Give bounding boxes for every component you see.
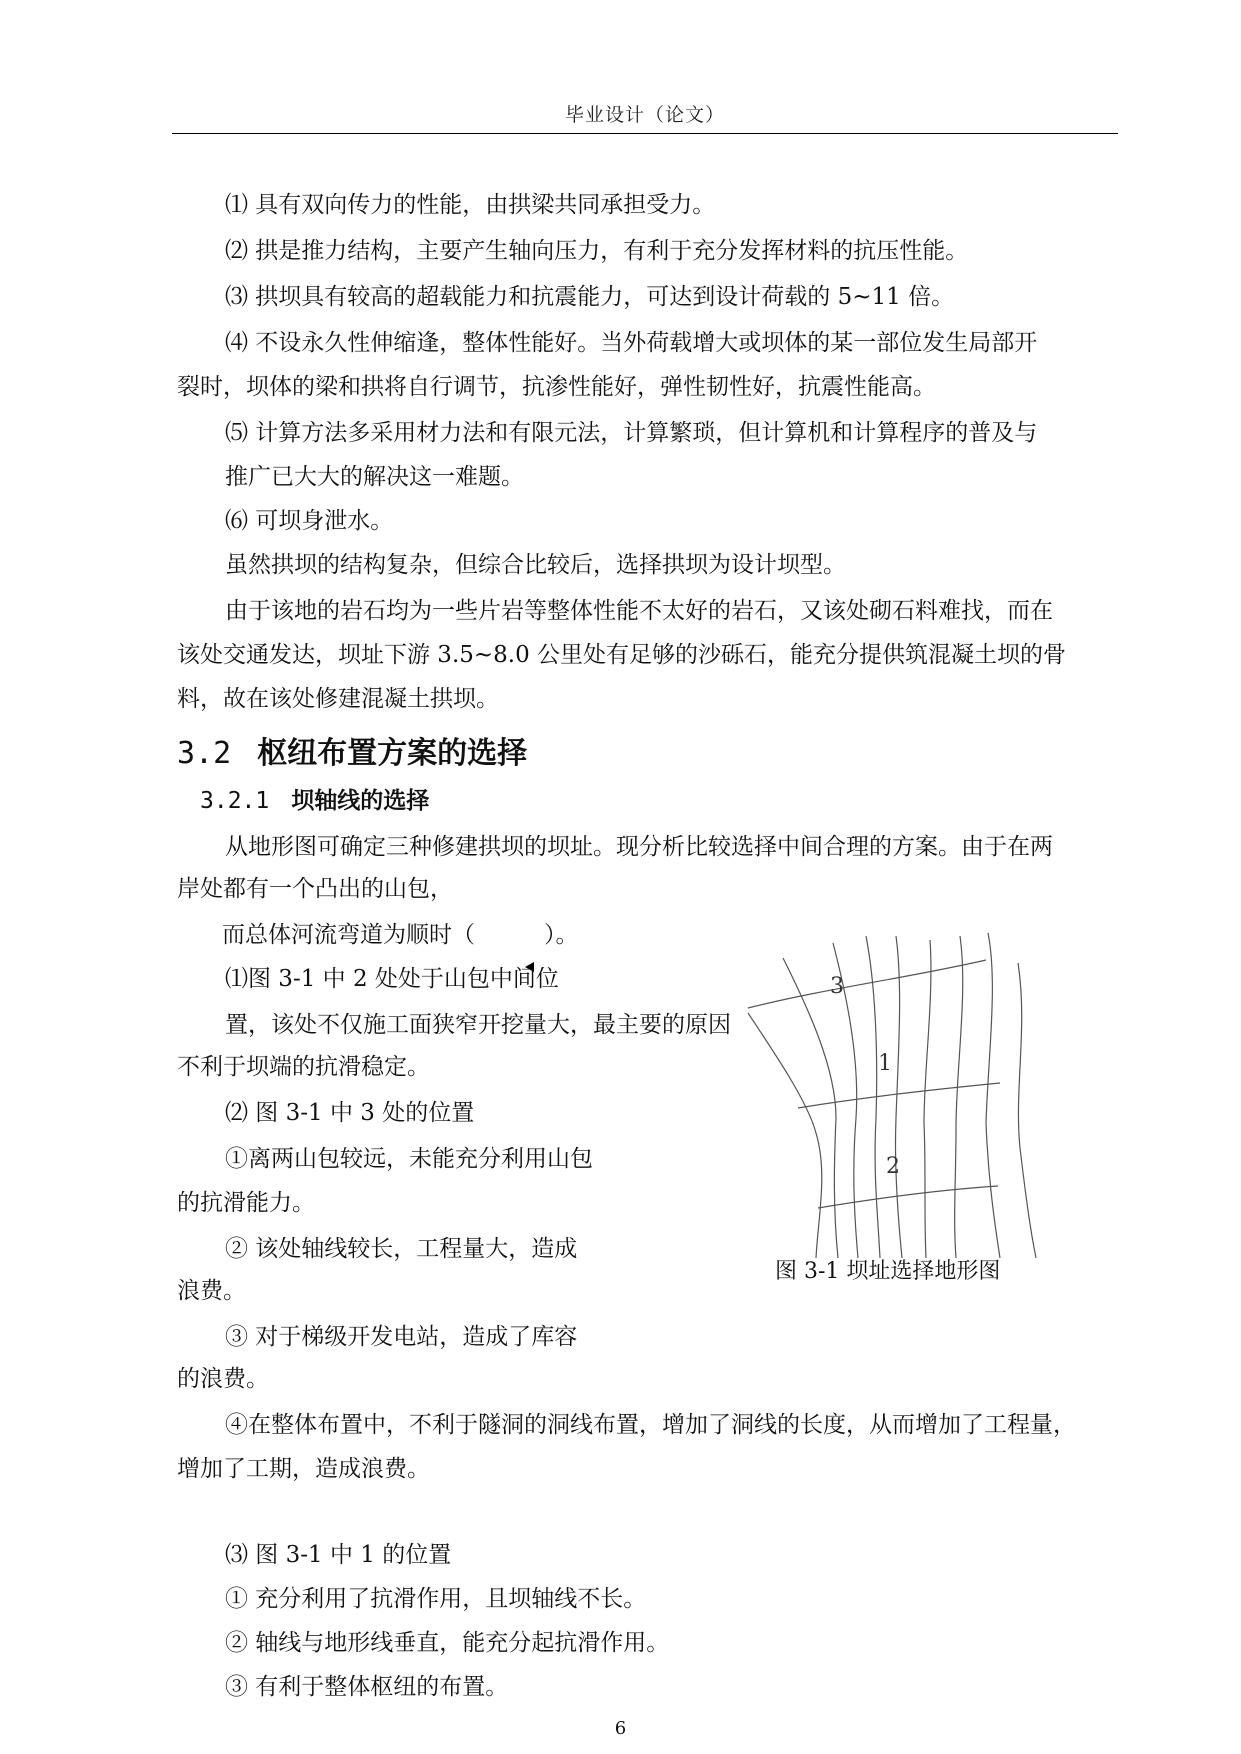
body-line: ③ 有利于整体枢纽的布置。 [225,1674,509,1700]
paragraph-reason-line2: 该处交通发达，坝址下游 3.5~8.0 公里处有足够的沙砾石，能充分提供筑混凝土坝的骨 [177,642,1067,668]
body-line: ④在整体布置中，不利于隧洞的洞线布置，增加了洞线的长度，从而增加了工程量， [225,1412,1076,1438]
body-line: 的抗滑能力。 [177,1190,315,1216]
body-line: ⑵ 图 3-1 中 3 处的位置 [225,1100,475,1126]
figure-caption: 图 3-1 坝址选择地形图 [775,1259,1001,1284]
section-number: 3.2 [177,736,232,771]
section-heading [177,728,527,772]
subsection-number: 3.2.1 [200,788,270,814]
body-line: 浪费。 [177,1278,246,1304]
body-line: 增加了工期，造成浪费。 [177,1456,430,1482]
list-item-5-line1: ⑸ 计算方法多采用材力法和有限元法，计算繁琐，但计算机和计算程序的普及与 [225,420,1038,446]
subsection-title: 坝轴线的选择 [291,788,430,814]
subsection-heading [200,782,429,815]
body-line: 置，该处不仅施工面狭窄开挖量大，最主要的原因 [225,1012,731,1038]
body-line: ② 该处轴线较长，工程量大，造成 [225,1236,578,1262]
figure-label-3: 3 [830,974,844,999]
body-line: ① 充分利用了抗滑作用，且坝轴线不长。 [225,1586,647,1612]
list-item-3: ⑶ 拱坝具有较高的超载能力和抗震能力，可达到设计荷载的 5~11 倍。 [225,284,955,310]
body-line: 的浪费。 [177,1366,269,1392]
body-line: 岸处都有一个凸出的山包， [177,876,453,902]
figure-label-1: 1 [878,1051,892,1076]
paragraph-choice: 虽然拱坝的结构复杂，但综合比较后，选择拱坝为设计坝型。 [225,552,846,578]
list-item-1: ⑴ 具有双向传力的性能，由拱梁共同承担受力。 [225,192,716,218]
header-rule [172,133,1118,134]
body-line: ⑶ 图 3-1 中 1 的位置 [225,1542,452,1568]
section-title: 枢纽布置方案的选择 [257,736,528,771]
body-line: 从地形图可确定三种修建拱坝的坝址。现分析比较选择中间合理的方案。由于在两 [225,834,1053,860]
page-number: 6 [614,1718,627,1739]
body-line: 而总体河流弯道为顺时（ ）。 [222,922,579,948]
body-line: ⑴图 3-1 中 2 处处于山包中间位 [225,966,559,992]
body-line: 不利于坝端的抗滑稳定。 [177,1054,430,1080]
body-line: ② 轴线与地形线垂直，能充分起抗滑作用。 [225,1630,670,1656]
paragraph-reason-line3: 料，故在该处修建混凝土拱坝。 [177,686,499,712]
paragraph-reason-line1: 由于该地的岩石均为一些片岩等整体性能不太好的岩石，又该处砌石料难找，而在 [225,598,1053,624]
figure-label-2: 2 [886,1154,900,1179]
topographic-map-figure [738,918,1038,1258]
list-item-2: ⑵ 拱是推力结构，主要产生轴向压力，有利于充分发挥材料的抗压性能。 [225,238,969,264]
list-item-6: ⑹ 可坝身泄水。 [225,508,394,534]
list-item-4-line2: 裂时，坝体的梁和拱将自行调节，抗渗性能好，弹性韧性好，抗震性能高。 [177,374,936,400]
body-line: ①离两山包较远，未能充分利用山包 [225,1146,593,1172]
page-header: 毕业设计（论文） [564,104,725,126]
list-item-5-line2: 推广已大大的解决这一难题。 [225,464,524,490]
list-item-4-line1: ⑷ 不设永久性伸缩逢，整体性能好。当外荷载增大或坝体的某一部位发生局部开 [225,330,1038,356]
body-line: ③ 对于梯级开发电站，造成了库容 [225,1324,578,1350]
